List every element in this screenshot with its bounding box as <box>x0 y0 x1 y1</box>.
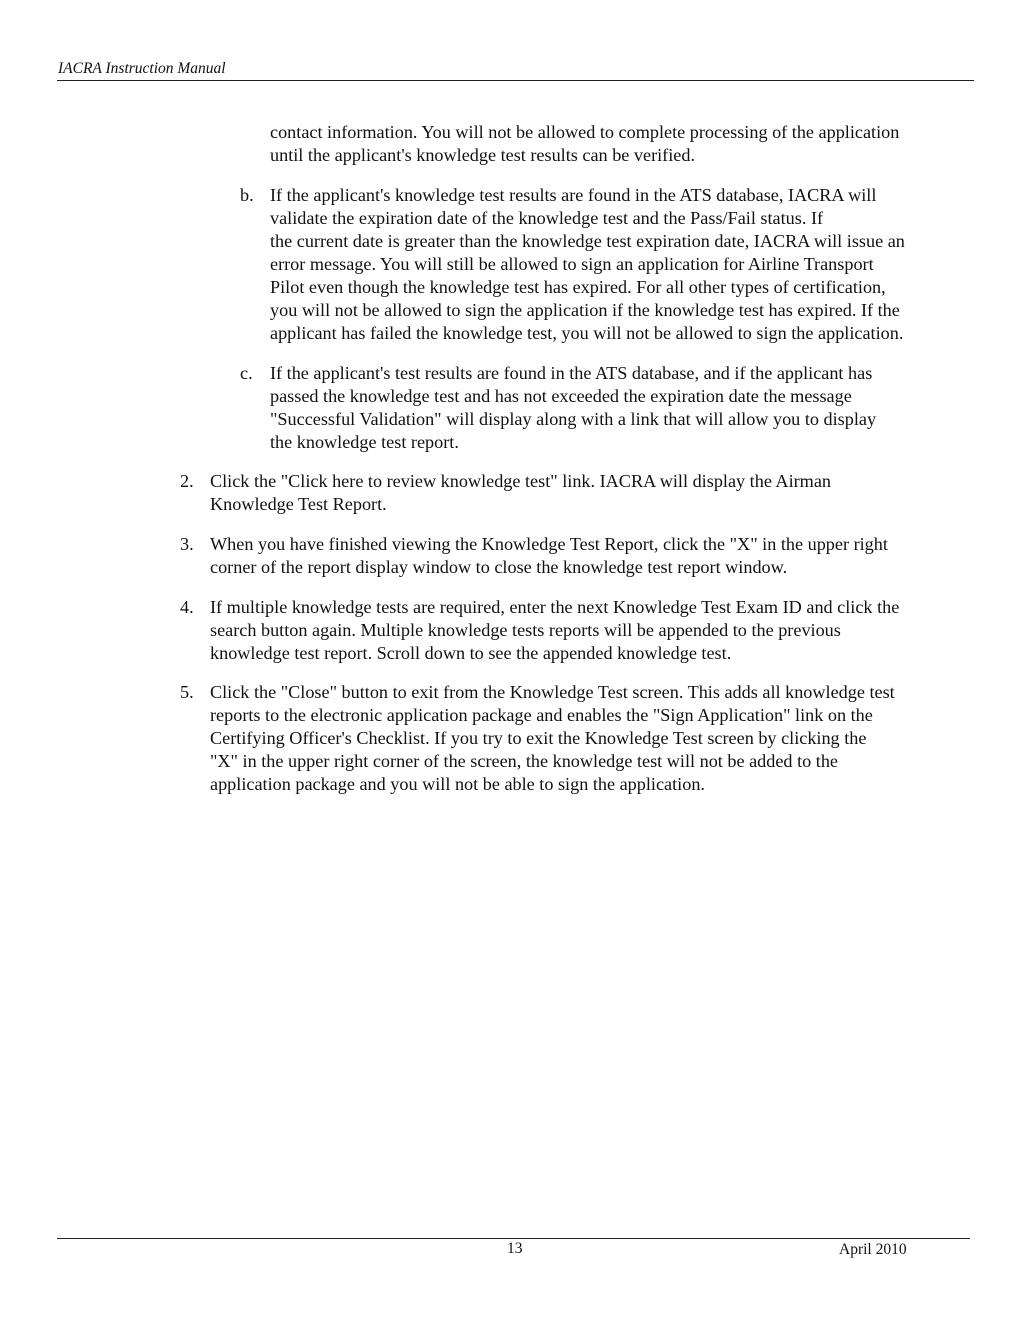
text-line: When you have finished viewing the Knowledge Test Report, click the "X" in the upper right <box>210 534 888 554</box>
text-line: validate the expiration date of the knowledge test and the Pass/Fail status. If <box>270 208 824 228</box>
text-line: search button again. Multiple knowledge tests reports will be appended to the previous <box>210 620 841 640</box>
text-line: contact information. You will not be allowed to complete processing of the application <box>270 122 900 142</box>
document-header-title: IACRA Instruction Manual <box>58 60 226 77</box>
continuation-paragraph <box>270 121 899 167</box>
step-4-text <box>210 596 899 665</box>
text-line: reports to the electronic application package and enables the "Sign Application" link on the <box>210 705 873 725</box>
text-line: applicant has failed the knowledge test, you will not be allowed to sign the application. <box>270 323 904 343</box>
text-line: knowledge test report. Scroll down to see the appended knowledge test. <box>210 643 732 663</box>
text-line: you will not be allowed to sign the application if the knowledge test has expired. If the <box>270 300 900 320</box>
step-5-text <box>210 681 895 796</box>
footer-date: April 2010 <box>839 1241 907 1258</box>
text-line: the knowledge test report. <box>270 432 459 452</box>
page-number: 13 <box>507 1240 523 1257</box>
text-line: application package and you will not be able to sign the application. <box>210 774 705 794</box>
text-line: "Successful Validation" will display along with a link that will allow you to display <box>270 409 877 429</box>
text-line: "X" in the upper right corner of the screen, the knowledge test will not be added to the <box>210 751 838 771</box>
step-2-text <box>210 470 831 516</box>
step-2-marker: 2. <box>180 471 194 491</box>
sub-item-c-marker: c. <box>240 363 253 383</box>
text-line: If multiple knowledge tests are required, enter the next Knowledge Test Exam ID and click the <box>210 597 900 617</box>
step-4-marker: 4. <box>180 597 194 617</box>
text-line: Click the "Click here to review knowledge test" link. IACRA will display the Airman <box>210 471 831 491</box>
text-line: the current date is greater than the knowledge test expiration date, IACRA will issue an <box>270 231 905 251</box>
footer-divider <box>57 1238 970 1239</box>
text-line: Knowledge Test Report. <box>210 494 387 514</box>
step-3-marker: 3. <box>180 534 194 554</box>
text-line: error message. You will still be allowed to sign an application for Airline Transport <box>270 254 874 274</box>
text-line: until the applicant's knowledge test results can be verified. <box>270 145 695 165</box>
header-divider <box>57 80 974 81</box>
step-3-text <box>210 533 888 579</box>
sub-item-b-text <box>270 184 905 345</box>
sub-item-b-marker: b. <box>240 185 254 205</box>
text-line: If the applicant's test results are found in the ATS database, and if the applicant has <box>270 363 873 383</box>
text-line: corner of the report display window to close the knowledge test report window. <box>210 557 788 577</box>
text-line: Certifying Officer's Checklist. If you try to exit the Knowledge Test screen by clicking the <box>210 728 867 748</box>
text-line: passed the knowledge test and has not exceeded the expiration date the message <box>270 386 852 406</box>
sub-item-c-text <box>270 362 876 454</box>
text-line: Pilot even though the knowledge test has expired. For all other types of certification, <box>270 277 886 297</box>
text-line: If the applicant's knowledge test results are found in the ATS database, IACRA will <box>270 185 877 205</box>
text-line: Click the "Close" button to exit from the Knowledge Test screen. This adds all knowledge test <box>210 682 895 702</box>
step-5-marker: 5. <box>180 682 194 702</box>
